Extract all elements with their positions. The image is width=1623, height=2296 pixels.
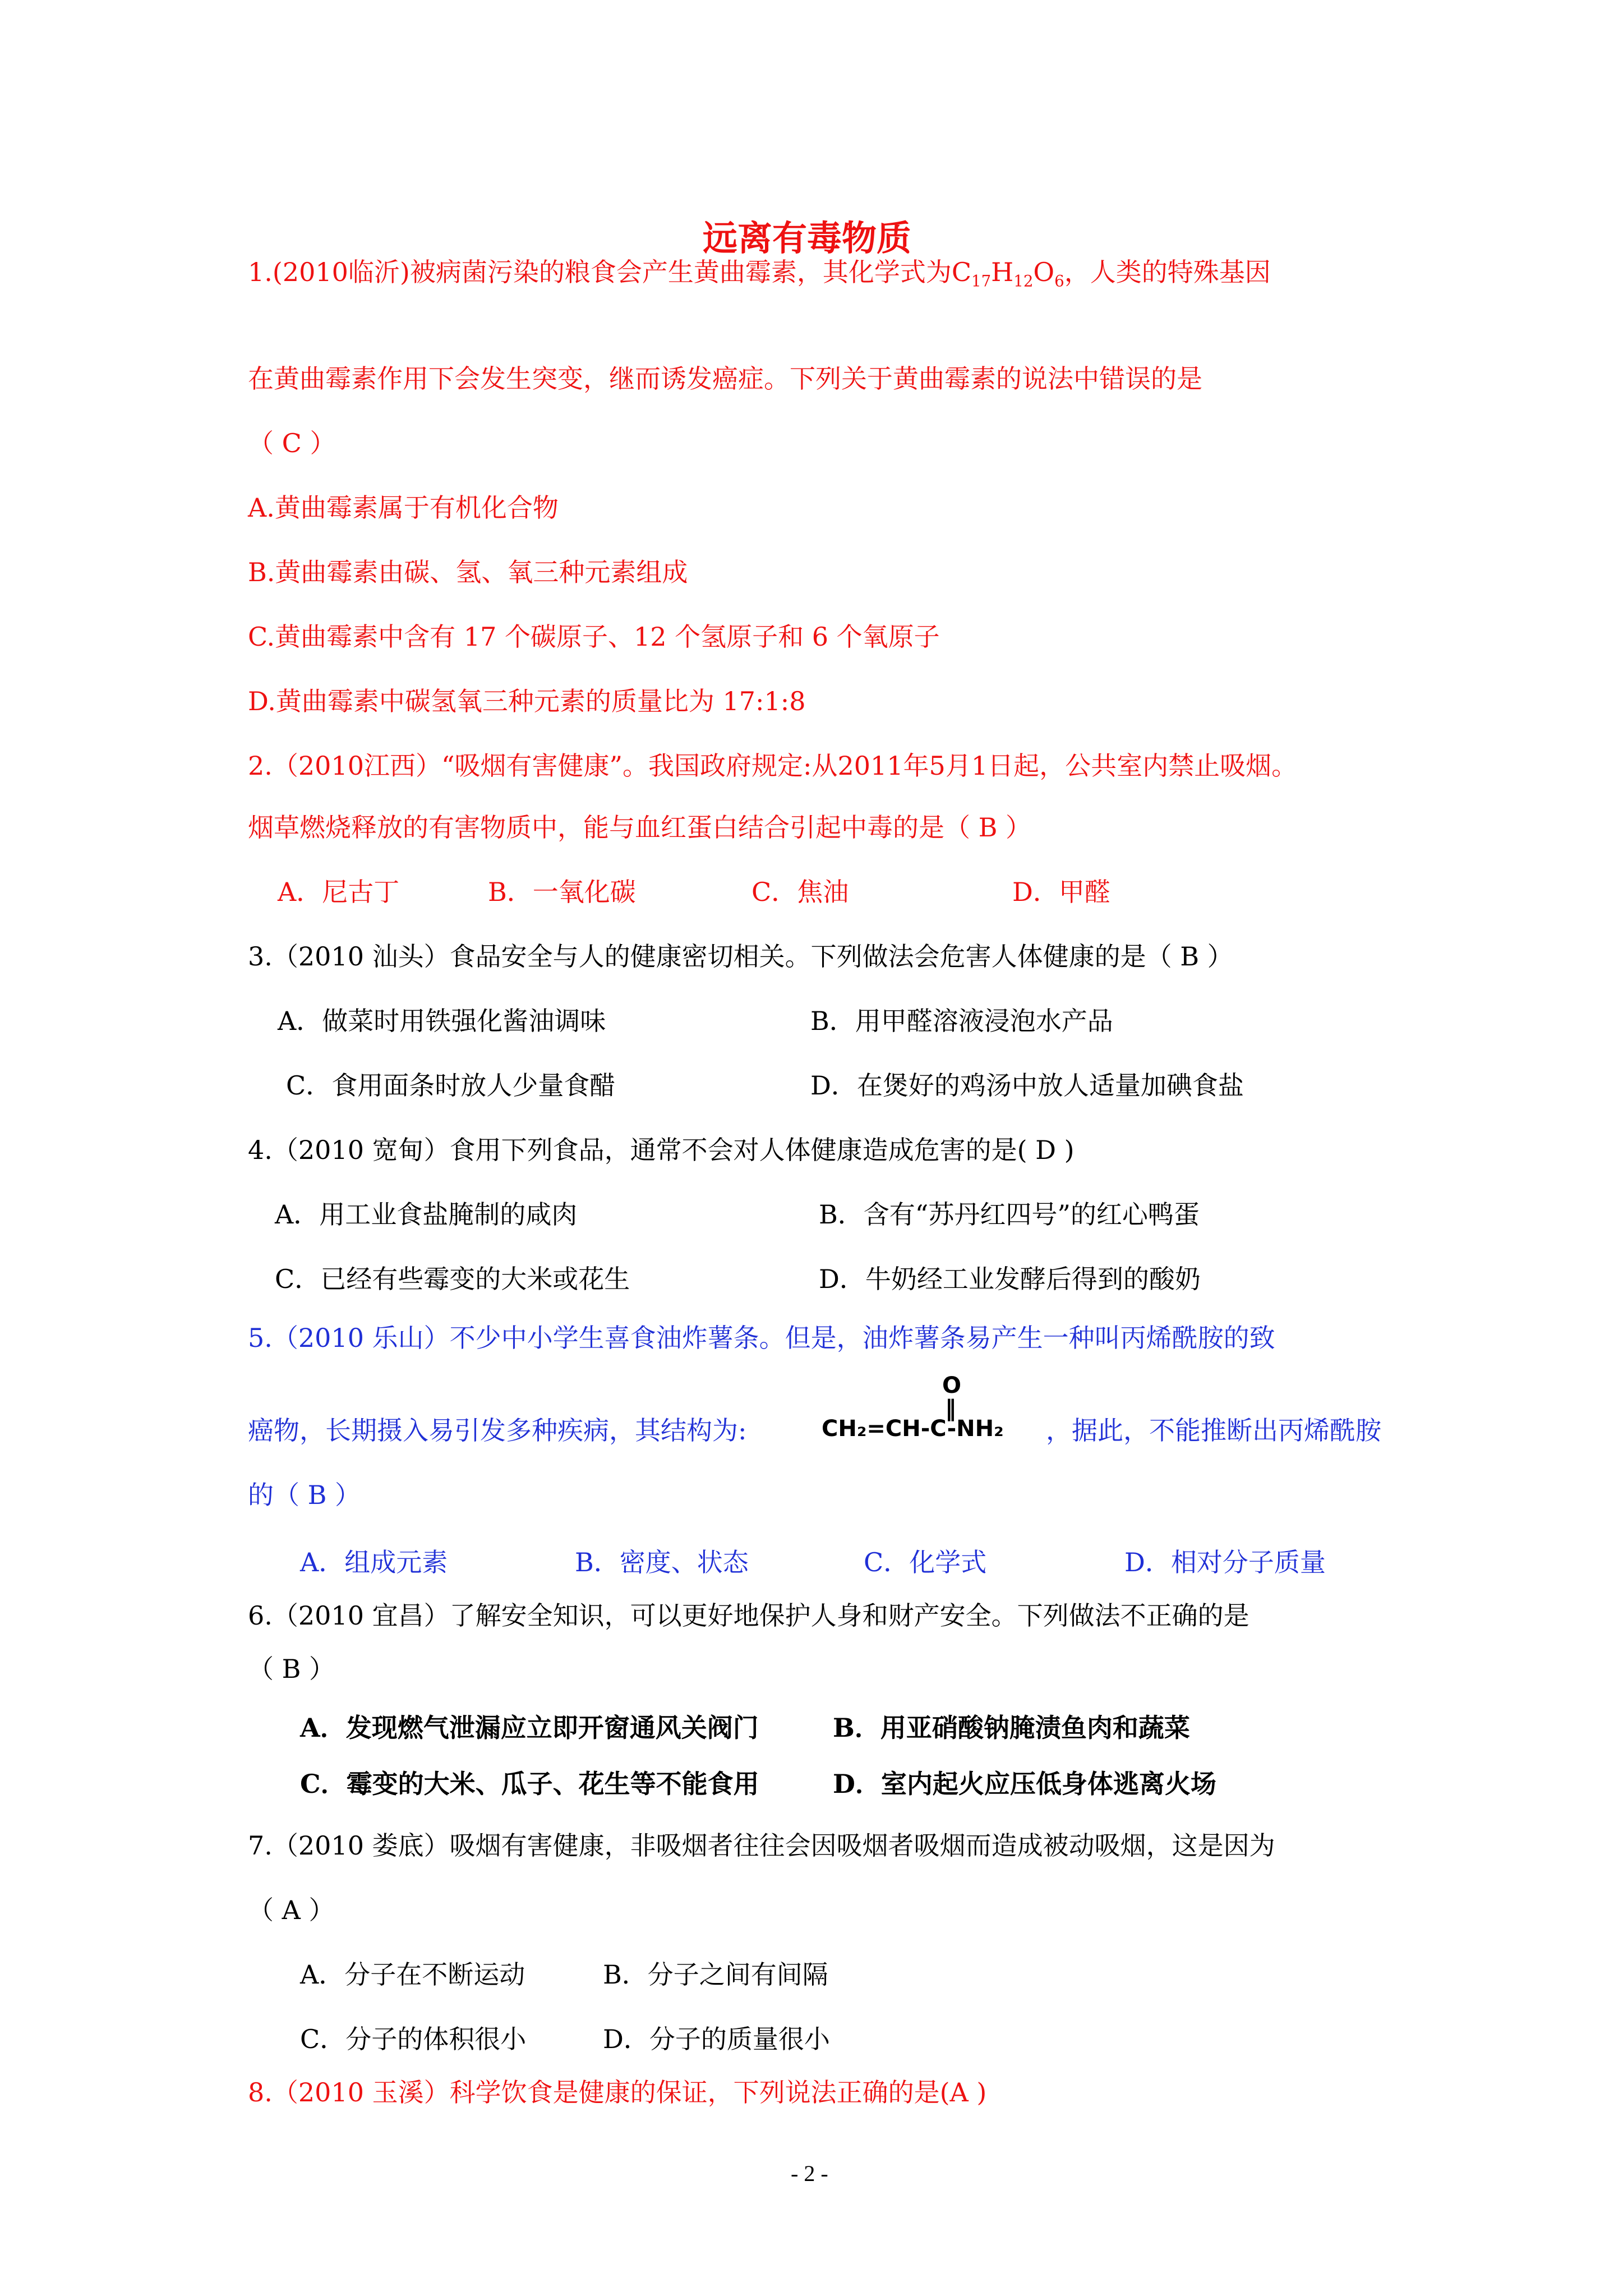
formula-double-bond: ‖ <box>945 1396 956 1421</box>
q1-text-h: H <box>991 257 1014 287</box>
question-6-option-c: C．霉变的大米、瓜子、花生等不能食用 <box>300 1769 759 1799</box>
question-7-answer: （ A ） <box>248 1895 335 1925</box>
question-2-option-b: B．一氧化碳 <box>488 877 636 907</box>
question-5-line-2-post: ，据此，不能推断出丙烯酰胺 <box>1046 1415 1381 1446</box>
question-4-option-d: D．牛奶经工业发酵后得到的酸奶 <box>819 1264 1201 1294</box>
question-6-option-a: A．发现燃气泄漏应立即开窗通风关阀门 <box>300 1713 759 1743</box>
question-3-line-1: 3.（2010 汕头）食品安全与人的健康密切相关。下列做法会危害人体健康的是（ B ） <box>248 941 1233 972</box>
question-3-option-d: D．在煲好的鸡汤中放人适量加碘食盐 <box>810 1070 1244 1101</box>
acrylamide-structure-formula <box>822 1374 1035 1447</box>
question-3-option-b: B．用甲醛溶液浸泡水产品 <box>810 1006 1113 1036</box>
question-1-option-d: D.黄曲霉素中碳氢氧三种元素的质量比为 17:1:8 <box>248 686 806 716</box>
question-7-option-b: B．分子之间有间隔 <box>603 1959 828 1990</box>
question-6-answer: （ B ） <box>248 1654 335 1684</box>
question-4-line-1: 4.（2010 宽甸）食用下列食品，通常不会对人体健康造成危害的是( D ) <box>248 1135 1075 1165</box>
question-2-line-2: 烟草燃烧释放的有害物质中，能与血红蛋白结合引起中毒的是（ B ） <box>248 812 1032 843</box>
question-4-option-b: B．含有“苏丹红四号”的红心鸭蛋 <box>819 1199 1200 1230</box>
question-1-line-2: 在黄曲霉素作用下会发生突变，继而诱发癌症。下列关于黄曲霉素的说法中错误的是 <box>248 364 1202 394</box>
question-5-option-b: B．密度、状态 <box>575 1547 749 1577</box>
q1-text-o: O <box>1033 257 1055 287</box>
formula-main-chain: CH₂=CH-C-NH₂ <box>822 1416 1004 1442</box>
question-1-line-1 <box>248 255 1271 289</box>
question-5-option-c: C．化学式 <box>864 1547 987 1577</box>
question-5-line-3: 的（ B ） <box>248 1480 361 1510</box>
question-3-option-c: C．食用面条时放人少量食醋 <box>286 1070 616 1101</box>
question-2-option-c: C．焦油 <box>751 877 849 907</box>
question-6-line-1: 6.（2010 宜昌）了解安全知识，可以更好地保护人身和财产安全。下列做法不正确的是 <box>248 1600 1249 1631</box>
question-6-option-b: B．用亚硝酸钠腌渍鱼肉和蔬菜 <box>833 1713 1190 1743</box>
question-7-line-1: 7.（2010 娄底）吸烟有害健康，非吸烟者往往会因吸烟者吸烟而造成被动吸烟，这是因为 <box>248 1830 1275 1861</box>
question-5-line-1: 5.（2010 乐山）不少中小学生喜食油炸薯条。但是，油炸薯条易产生一种叫丙烯酰胺的致 <box>248 1323 1275 1353</box>
question-3-option-a: A．做菜时用铁强化酱油调味 <box>278 1006 606 1036</box>
question-4-option-a: A．用工业食盐腌制的咸肉 <box>275 1199 578 1230</box>
question-2-option-d: D．甲醛 <box>1012 877 1110 907</box>
question-1-option-c: C.黄曲霉素中含有 17 个碳原子、12 个氢原子和 6 个氧原子 <box>248 622 940 652</box>
question-7-option-c: C．分子的体积很小 <box>300 2024 527 2054</box>
formula-oxygen: O <box>942 1373 962 1398</box>
q1-sub-17: 17 <box>971 272 992 291</box>
question-2-line-1: 2.（2010江西）“吸烟有害健康”。我国政府规定:从2011年5月1日起，公共室内禁止吸烟。 <box>248 751 1298 781</box>
question-6-option-d: D．室内起火应压低身体逃离火场 <box>833 1769 1216 1799</box>
question-5-line-2-pre: 癌物，长期摄入易引发多种疾病，其结构为: <box>248 1415 747 1446</box>
question-7-option-d: D．分子的质量很小 <box>603 2024 830 2054</box>
question-5-option-a: A．组成元素 <box>300 1547 448 1577</box>
question-1-answer: （ C ） <box>248 428 336 458</box>
page-title: 远离有毒物质 <box>703 218 912 259</box>
question-4-option-c: C．已经有些霉变的大米或花生 <box>275 1264 630 1294</box>
question-2-option-a: A．尼古丁 <box>278 877 400 907</box>
q1-text-pre: 1.(2010临沂)被病菌污染的粮食会产生黄曲霉素，其化学式为C <box>248 257 972 287</box>
question-1-option-a: A.黄曲霉素属于有机化合物 <box>248 493 559 523</box>
question-7-option-a: A．分子在不断运动 <box>300 1959 525 1990</box>
question-5-option-d: D．相对分子质量 <box>1124 1547 1326 1577</box>
q1-sub-12: 12 <box>1013 272 1034 291</box>
q1-sub-6: 6 <box>1054 272 1064 291</box>
q1-text-post: ，人类的特殊基因 <box>1064 257 1271 287</box>
question-1-option-b: B.黄曲霉素由碳、氢、氧三种元素组成 <box>248 557 688 587</box>
question-8-line-1: 8.（2010 玉溪）科学饮食是健康的保证，下列说法正确的是(A ) <box>248 2077 987 2108</box>
page-number: - 2 - <box>791 2161 828 2186</box>
